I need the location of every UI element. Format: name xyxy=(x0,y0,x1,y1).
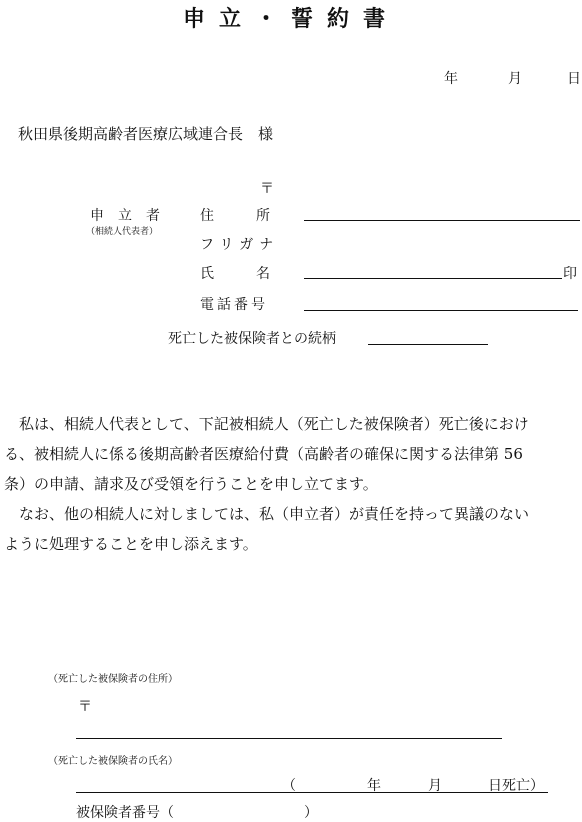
applicant-sublabel: （相続人代表者） xyxy=(86,227,159,237)
insured-number-close: ） xyxy=(304,805,318,821)
date-year-label: 年 xyxy=(444,71,458,87)
addressee: 秋田県後期高齢者医療広域連合長 様 xyxy=(18,125,274,143)
death-year-label: 年 xyxy=(367,778,381,794)
death-day-label: 日死亡） xyxy=(488,778,544,794)
insured-number-label: 被保険者番号（ xyxy=(76,805,174,821)
deceased-name-caption: （死亡した被保険者の氏名） xyxy=(48,756,178,767)
deceased-postal-mark: 〒 xyxy=(78,699,92,715)
seal-mark: 印 xyxy=(563,266,577,282)
death-month-label: 月 xyxy=(428,778,442,794)
address-field-line[interactable] xyxy=(304,220,580,221)
relation-label: 死亡した被保険者との続柄 xyxy=(168,331,336,347)
deceased-name-line[interactable] xyxy=(76,792,548,793)
furigana-label: フリガナ xyxy=(200,237,280,253)
date-day-label: 日 xyxy=(567,71,581,87)
deceased-address-line[interactable] xyxy=(76,738,502,739)
address-label: 住 所 xyxy=(200,208,270,224)
applicant-label: 申 立 者 xyxy=(90,208,160,224)
phone-label: 電話番号 xyxy=(200,297,268,313)
name-label: 氏 名 xyxy=(200,266,270,282)
date-month-label: 月 xyxy=(508,71,522,87)
statement-line-3: 条）の申請、請求及び受領を行うことを申し立てます。 xyxy=(4,475,378,493)
name-field-line[interactable] xyxy=(304,278,562,279)
statement-line-5: ように処理することを申し添えます。 xyxy=(4,535,258,553)
statement-line-2: る、被相続人に係る後期高齢者医療給付費（高齢者の確保に関する法律第 56 xyxy=(4,445,523,463)
deceased-address-caption: （死亡した被保険者の住所） xyxy=(48,674,178,685)
relation-field-line[interactable] xyxy=(368,344,488,345)
document-title: 申立・誓約書 xyxy=(182,7,399,32)
statement-line-4: なお、他の相続人に対しましては、私（申立者）が責任を持って異議のない xyxy=(4,505,530,523)
statement-line-1: 私は、相続人代表として、下記被相続人（死亡した被保険者）死亡後におけ xyxy=(4,415,529,433)
death-date-open: （ xyxy=(282,778,296,794)
applicant-postal-mark: 〒 xyxy=(260,181,274,197)
phone-field-line[interactable] xyxy=(304,310,578,311)
